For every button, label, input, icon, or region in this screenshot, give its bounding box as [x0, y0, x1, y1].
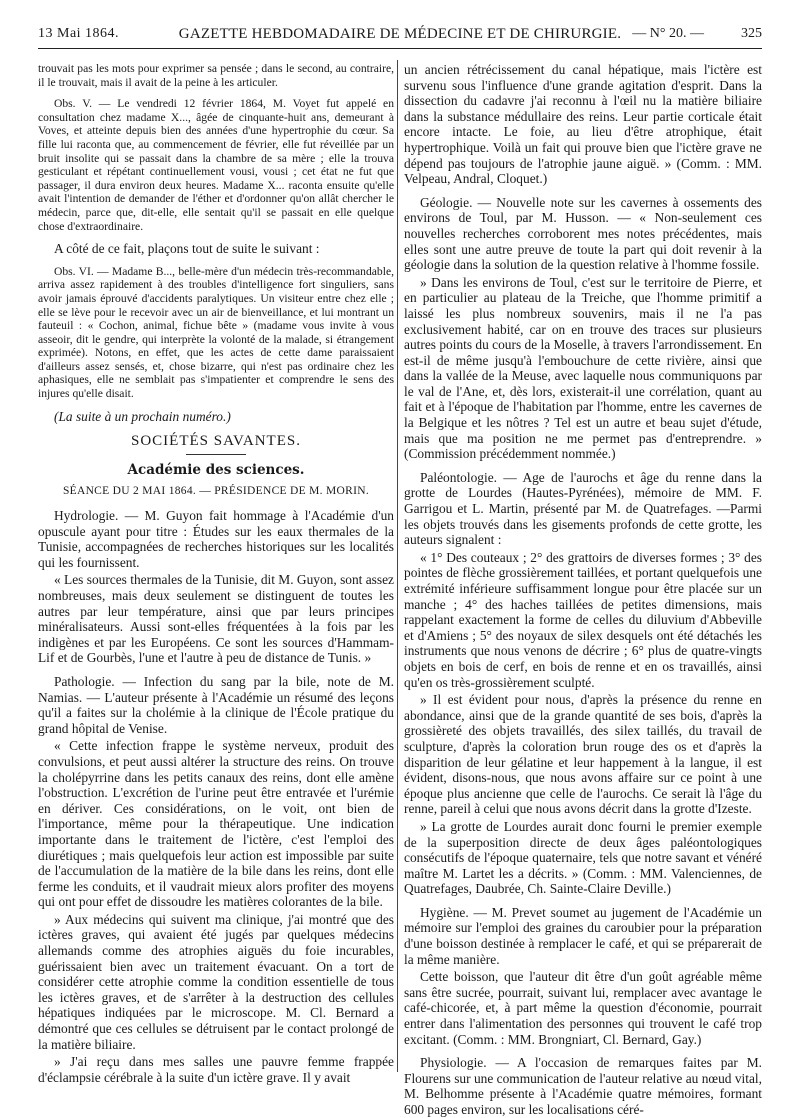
paleontology-list: « 1° Des couteaux ; 2° des grattoirs de diverses formes ; 3° des pointes de flèche grossièrement taillées, et portant quelquefois une extrémité inférieure suffisamment longue pour être placée sur un manche ; 4° des haches taillées de petites dimensions, mais rappelant exactement la forme de celles du diluvium d'Abbeville et d'Amiens ; 5° des noyaux de silex desquels ont été détachés les instruments que nous venons de décrire ; 6° plus de quatre-vingts objets en bois de cerf, en bois de renne et en os travaillés, ainsi qu'en os très-grossièrement sculpté.	[404, 549, 762, 690]
intro-observation-6: A côté de ce fait, plaçons tout de suite le suivant :	[54, 241, 320, 257]
page-number: 325	[741, 26, 762, 41]
hygiene-note: Hygiène. — M. Prevet soumet au jugement de l'Académie un mémoire sur l'emploi des graines du caroubier pour la préparation d'une boisson destinée à remplacer le café, et qui se préparerait de la même manière.	[404, 904, 762, 967]
paragraph-continued: trouvait pas les mots pour exprimer sa pensée ; dans le second, au contraire, il le trouvait, mais il avait de la peine à les articuler.	[38, 62, 394, 89]
to-be-continued: (La suite à un prochain numéro.)	[54, 408, 231, 424]
page-header	[38, 22, 762, 46]
header-date: 13 Mai 1864.	[38, 26, 120, 41]
section-title: SOCIÉTÉS SAVANTES.	[131, 433, 301, 450]
session-line: SÉANCE DU 2 MAI 1864. — PRÉSIDENCE DE M. MORIN.	[62, 485, 370, 498]
physiology-note: Physiologie. — A l'occasion de remarques faites par M. Flourens sur une communication de l'auteur relative au nœud vital, M. Belhomme présente à l'Académie quatre mémoires, formant 600 pages environ, sur les localisations céré-	[404, 1055, 762, 1117]
geology-note: Géologie. — Nouvelle note sur les cavernes à ossements des environs de Toul, par M. Husson. — « Non-seulement ces nouvelles recherches corroborent mes notes précédentes, mais elles sont une autre preuve de toute la part qui doit revenir à la géologie dans la solution de la question relative à l'homme fossile.	[404, 194, 762, 273]
section-rule	[186, 454, 246, 455]
issue-number: — N° 20. —	[632, 26, 704, 41]
pathology-note: Pathologie. — Infection du sang par la bile, note de M. Namias. — L'auteur présente à l'Académie un résumé des leçons qu'il a faites sur la cholémie à la clinique de l'École pratique du grand hôpital de Venise.	[38, 673, 394, 736]
paleontology-note: Paléontologie. — Age de l'aurochs et âge du renne dans la grotte de Lourdes (Hautes-Pyrénées), mémoire de MM. F. Garrigou et L. Martin, présenté par M. de Quatrefages. —Parmi les objets trouvés dans les gisements profonds de cette grotte, les auteurs signalent :	[404, 469, 762, 548]
column-divider	[397, 60, 398, 1072]
observation-5: Obs. V. — Le vendredi 12 février 1864, M. Voyet fut appelé en consultation chez madame X..., âgée de cinquante-huit ans, demeurant à Voves, et atteinte depuis bien des années d'une hypertrophie du cœur. Sa fille lui raconta que, au commencement de février, elle fut réveillée par un bruit insolite qui se passait dans la chambre de sa mère ; elle la trouva gesticulant et répétant continuellement vousi, vousi ; cet état ne fut que passager, il dura environ deux heures. Madame X... raconta ensuite qu'elle avait l'intention de demander de l'éther et d'ordonner qu'on allât chercher le médecin, parce que, dit-elle, elle sentait qu'il se passait en elle quelque chose d'extraordinaire.	[38, 97, 394, 233]
geology-quote: » Dans les environs de Toul, c'est sur le territoire de Pierre, et en particulier au plateau de la Treiche, que l'homme primitif a laissé les plus nombreux souvenirs, mais il ne l'a pas exclusivement habité, car on en trouve des traces sur plusieurs autres points du cours de la Moselle, à travers l'arrondissement. En est-il de même jusqu'à l'embouchure de cette rivière, ainsi que dans la vallée de la Meuse, avec laquelle nous communiquons par le val de l'Ane, et, dès lors, existerait-il une corrélation, quant au fait et à l'époque de l'habitation par l'homme, entre les cavernes de la Belgique et les nôtres ? Tel est un autre et beau sujet d'étude, mais que ma position ne me permet pas d'entreprendre. » (Commission précédemment nommée.)	[404, 274, 762, 462]
pathology-quote-3: » J'ai reçu dans mes salles une pauvre femme frappée d'éclampsie cérébrale à la suite d'un ictère grave. Il y avait	[38, 1054, 394, 1085]
observation-6: Obs. VI. — Madame B..., belle-mère d'un médecin très-recommandable, arriva assez rapidement à des troubles d'intelligence fort singuliers, sans avoir jamais éprouvé d'accidents paralytiques. Un visiteur entre chez elle ; elle se lève pour le recevoir avec un air de bienveillance, et lui montrant un fauteuil : « Cochon, animal, fichue bête » (madame vous invite à vous asseoir, dit le gendre, qui interprète la volonté de la malade, si étrangement exprimée). Notons, en effet, que les actes de cette dame paraissaient d'ailleurs assez sensés, et, chose bizarre, qui n'est pas ordinaire chez les aphasiques, elle ne semblait pas s'impatienter et comprendre le sens des injures qu'elle disait.	[38, 264, 394, 401]
pathology-continued: un ancien rétrécissement du canal hépatique, mais l'ictère est survenu sous l'influence d'une grande agitation d'esprit. Dans la dissection du cadavre j'ai reconnu à l'œil nu la matière biliaire dans la substance médullaire des reins. Leur partie corticale était encore intacte. Le foie, au lieu d'être atrophique, était hypertrophique. Voilà un fait qui prouve bien que l'ictère grave ne dépend pas toujours de l'atrophie jaune aiguë. » (Comm. : MM. Velpeau, Andral, Cloquet.)	[404, 62, 762, 187]
pathology-quote-1: « Cette infection frappe le système nerveux, produit des convulsions, et peut aussi altérer la structure des reins. On trouve la cholépyrrine dans les petits canaux des reins, dont elle amène l'obstruction. L'excrétion de l'urine peut être entravée et l'urémie en dériver. Ces considérations, on le voit, ont bien de l'importance, même pour la thérapeutique. Une indication importante dans le traitement de l'ictère, c'est l'emploi des diurétiques ; mais quelquefois leur action est impossible par suite de l'accumulation de la matière de la bile dans les reins, dont elle ferme les conduits, et il vaudrait mieux alors profiter des moyens qui ont pour effet de dissoudre les matières colorantes de la bile.	[38, 738, 394, 910]
header-rule	[38, 48, 762, 49]
paleontology-quote-3: » La grotte de Lourdes aurait donc fourni le premier exemple de la superposition directe de deux âges paléontologiques consécutifs de l'époque quaternaire, tels que notre savant et vénéré maître M. Lartet les a décrits. » (Comm. : MM. Valenciennes, de Quatrefages, Daubrée, Ch. Sainte-Claire Deville.)	[404, 818, 762, 897]
hygiene-quote: Cette boisson, que l'auteur dit être d'un goût agréable même sans être sucrée, pourrait, suivant lui, remplacer avec avantage le café-chicorée, et, à part même la question d'économie, pourrait entrer dans l'alimentation des personnes qui trouvent le café trop excitant. (Comm. : MM. Brongniart, Cl. Bernard, Gay.)	[404, 969, 762, 1047]
journal-title: GAZETTE HEBDOMADAIRE DE MÉDECINE ET DE CHIRURGIE.	[178, 26, 622, 42]
paleontology-quote-2: » Il est évident pour nous, d'après la présence du renne en abondance, ainsi que de la grande quantité de ses bois, d'après la grossièreté des objets travaillés, des silex taillés, du travail de sculpture, d'après la coloration brun rouge des os et d'après la disparition de leur gélatine et leur happement à la langue, il est évident, disons-nous, que nous avons affaire sur ce point à une époque plus ancienne que celle de l'aurochs. Ce serait là l'âge du renne, pareil à celui que nous avons décrit dans la grotte d'Izeste.	[404, 692, 762, 817]
academy-heading: Académie des sciences.	[127, 461, 305, 478]
hydrology-quote: « Les sources thermales de la Tunisie, dit M. Guyon, sont assez nombreuses, mais deux seulement se distinguent de toutes les autres par leur température, ainsi que par leurs principes minéralisateurs. Aussi sont-elles fréquentées à la fois par les indigènes et par les Européens. Ce sont les sources d'Hammam-Lif et de Gourbès, l'une et l'autre à peu de distance de Tunis. »	[38, 572, 394, 666]
pathology-quote-2: » Aux médecins qui suivent ma clinique, j'ai montré que des ictères graves, qui avaient été jugés par quelques médecins allemands comme des atrophies aiguës du foie incurables, guérissaient bien avec un traitement évacuant. On a tort de considérer cette atrophie comme la condition essentielle de tous les ictères graves, et de s'arrêter à la destruction des cellules hépatiques indiquées par le microscope. M. Cl. Bernard a démontré que ces cellules se détruisent par le contact prolongé de la matière biliaire.	[38, 911, 394, 1052]
hydrology-note: Hydrologie. — M. Guyon fait hommage à l'Académie d'un opuscule ayant pour titre : Études sur les eaux thermales de la Tunisie, accompagnées de recherches historiques sur les localités qui les fournissent.	[38, 508, 394, 570]
right-column	[404, 62, 762, 1117]
left-column	[38, 62, 394, 1085]
